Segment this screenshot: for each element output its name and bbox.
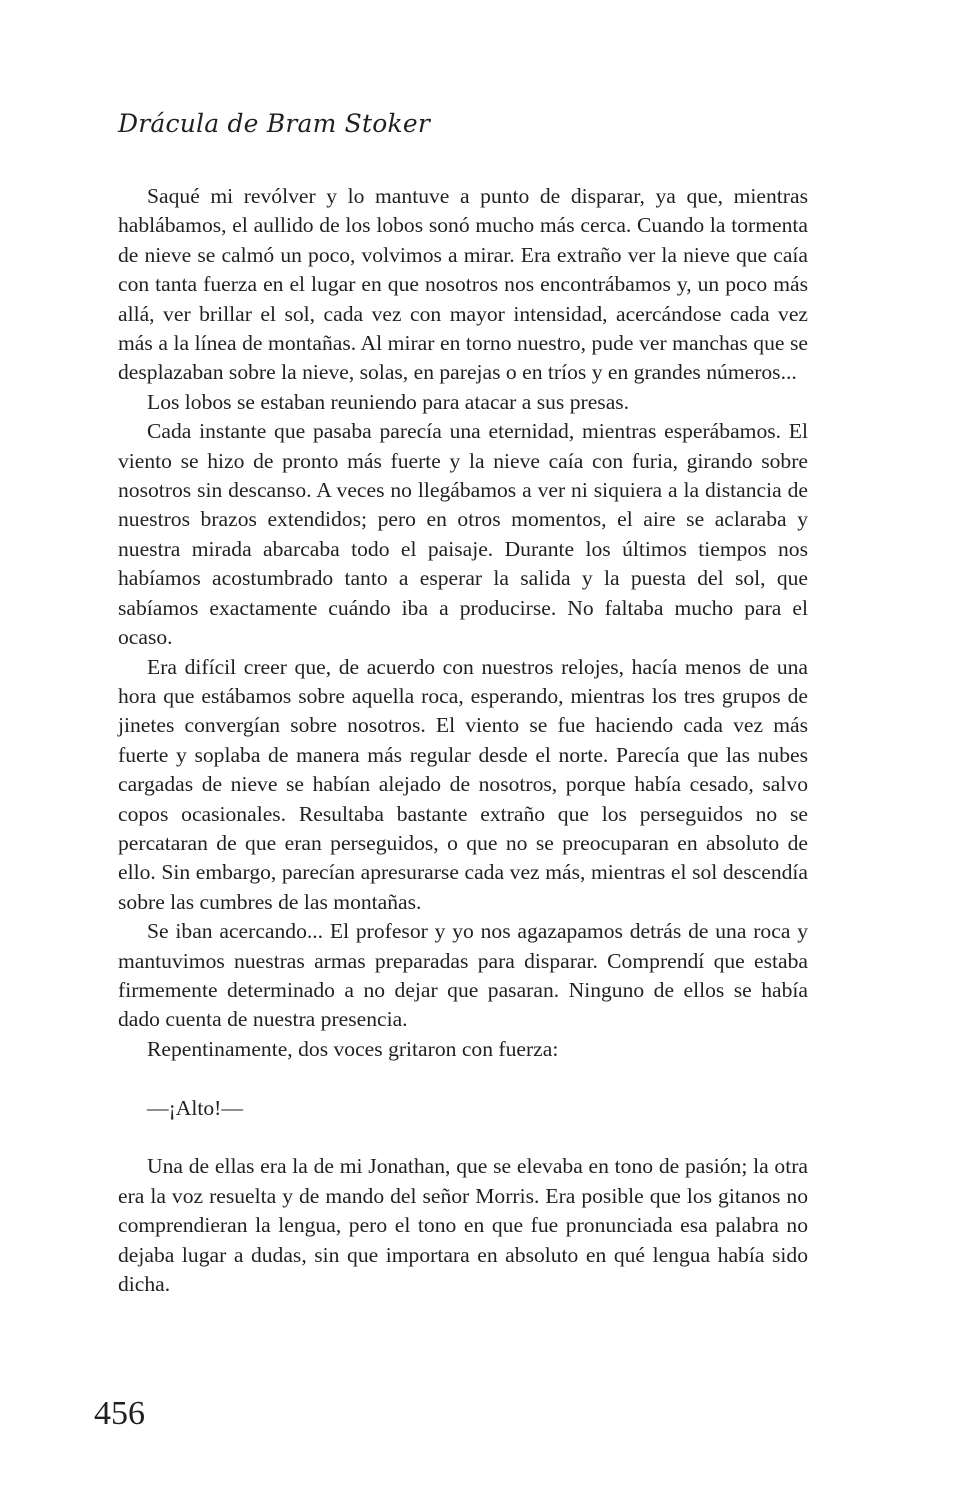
paragraph: Cada instante que pasaba parecía una eternidad, mientras esperábamos. El viento se hizo de pronto más fuerte y la nieve caía con furia, girando sobre nosotros sin descanso. A veces no llegábamos a ver ni siquiera a la distancia de nuestros brazos extendidos; pero en otros momentos, el aire se aclaraba y nuestra mirada abarcaba todo el paisaje. Durante los últimos tiempos nos habíamos acostumbrado tanto a esperar la salida y la puesta del sol, que sabíamos exactamente cuándo iba a producirse. No faltaba mucho para el ocaso. (118, 419, 808, 650)
paragraph: Saqué mi revólver y lo mantuve a punto de disparar, ya que, mientras hablábamos, el aullido de los lobos sonó mucho más cerca. Cuando la tormenta de nieve se calmó un poco, volvimos a mirar. Era extraño ver la nieve que caía con tanta fuerza en el lugar en que nosotros nos encontrábamos y, un poco más allá, ver brillar el sol, cada vez con mayor intensidad, acercándose cada vez más a la línea de montañas. Al mirar en torno nuestro, pude ver manchas que se desplazaban sobre la nieve, solas, en parejas o en tríos y en grandes números... (118, 184, 808, 385)
dialogue-line: —¡Alto!— (147, 1095, 243, 1120)
paragraph: Era difícil creer que, de acuerdo con nuestros relojes, hacía menos de una hora que estábamos sobre aquella roca, esperando, mientras los tres grupos de jinetes convergían sobre nosotros. El viento se fue haciendo cada vez más fuerte y soplaba de manera más regular desde el norte. Parecía que las nubes cargadas de nieve se habían alejado de nosotros, porque había cesado, salvo copos ocasionales. Resultaba bastante extraño que los perseguidos no se percataran de que eran perseguidos, o que no se preocuparan en absoluto de ello. Sin embargo, parecían apresurarse cada vez más, mientras el sol descendía sobre las cumbres de las montañas. (118, 654, 808, 914)
running-header-title: Drácula de Bram Stoker (118, 109, 430, 138)
paragraph: Se iban acercando... El profesor y yo nos agazapamos detrás de una roca y mantuvimos nuestras armas preparadas para disparar. Comprendí que estaba firmemente determinado a no dejar que pasaran. Ninguno de ellos se había dado cuenta de nuestra presencia. (118, 919, 808, 1032)
paragraph: Los lobos se estaban reuniendo para atacar a sus presas. (147, 389, 630, 414)
body-text (118, 182, 808, 1299)
page-number: 456 (94, 1395, 145, 1432)
paragraph: Repentinamente, dos voces gritaron con fuerza: (147, 1036, 559, 1061)
paragraph: Una de ellas era la de mi Jonathan, que se elevaba en tono de pasión; la otra era la voz resuelta y de mando del señor Morris. Era posible que los gitanos no comprendieran la lengua, pero el tono en que fue pronunciada esa palabra no dejaba lugar a dudas, sin que importara en absoluto en qué lengua había sido dicha. (118, 1154, 808, 1296)
